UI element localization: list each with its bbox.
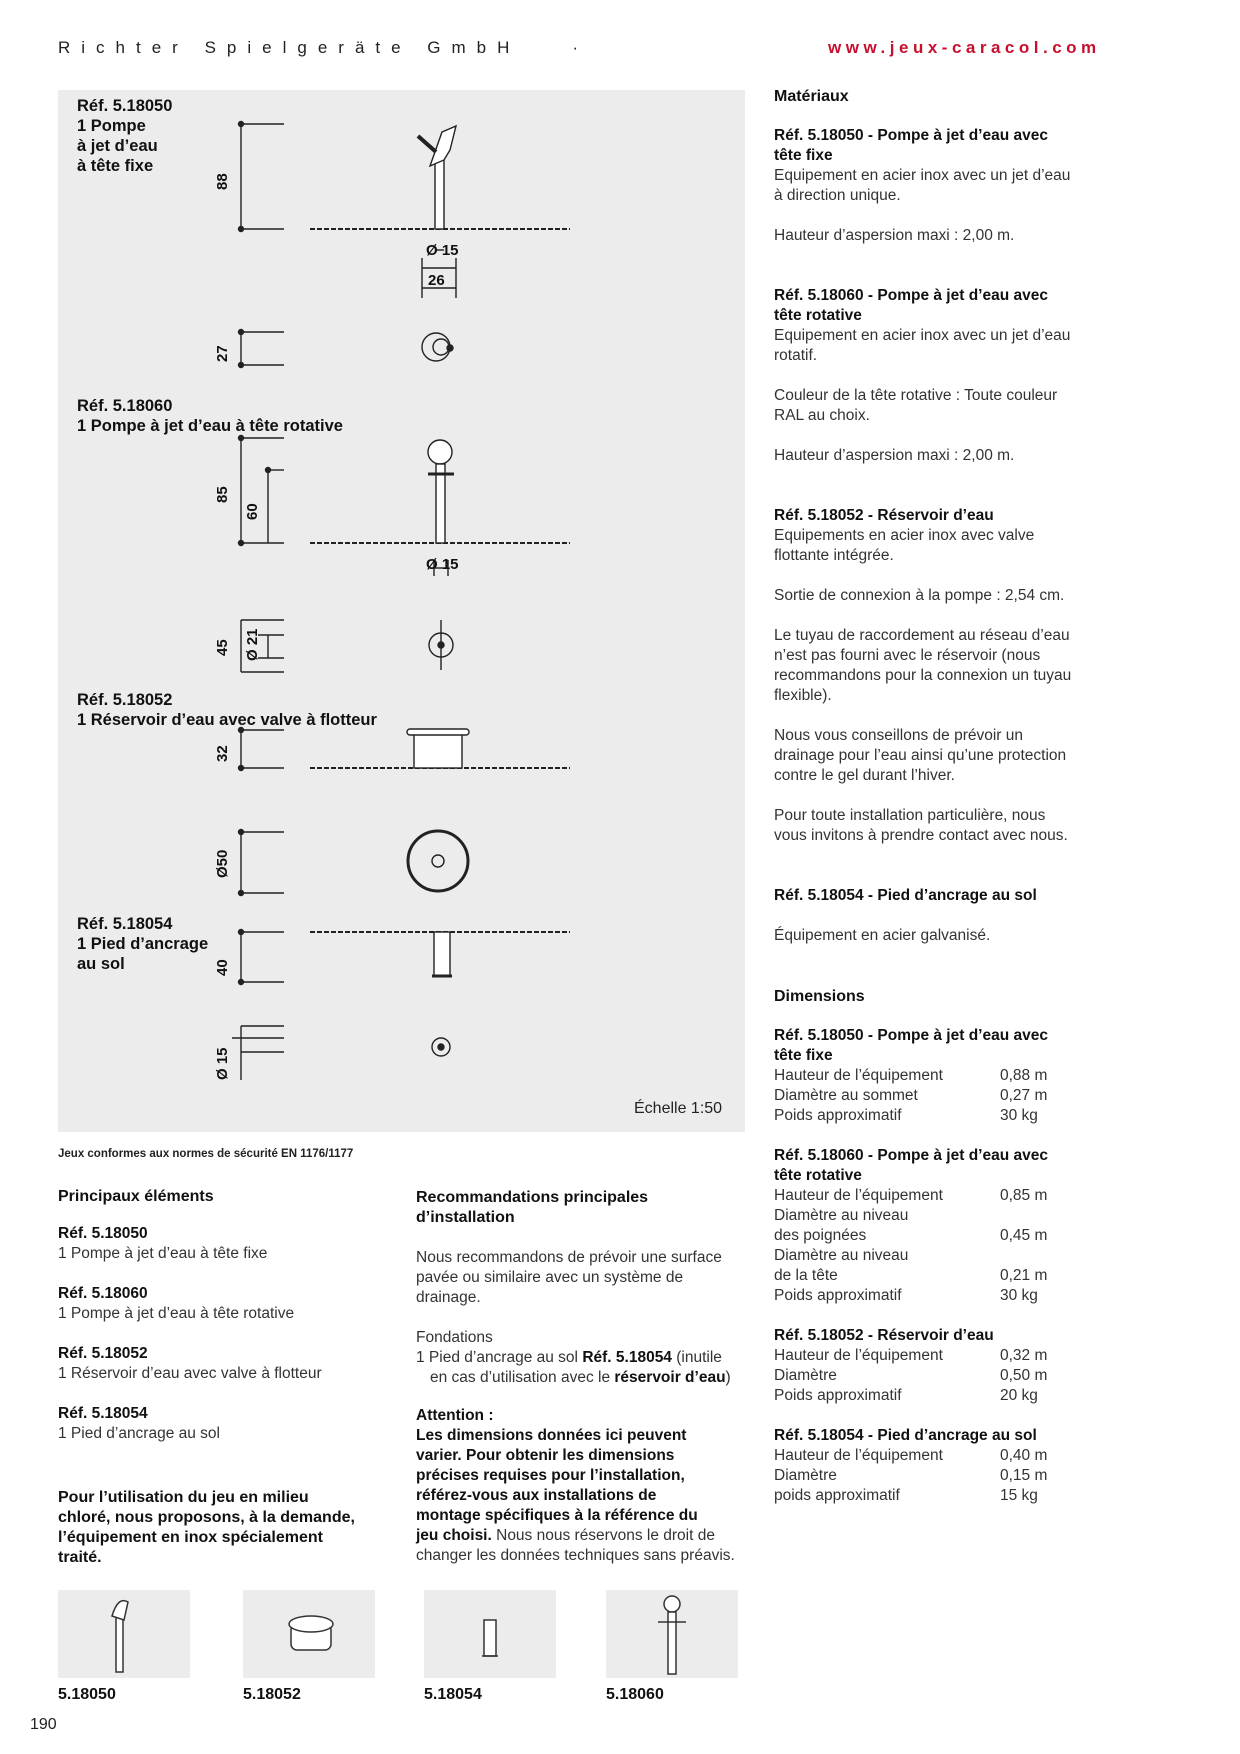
dim-row: Hauteur de l’équipement 0,85 m bbox=[774, 1187, 1048, 1204]
dim-row: Diamètre au niveau bbox=[774, 1247, 909, 1264]
dim-row: Poids approximatif 20 kg bbox=[774, 1387, 1038, 1404]
product-thumbnail-5-18050 bbox=[58, 1590, 190, 1678]
scale-label: Échelle 1:50 bbox=[634, 1100, 723, 1117]
thumbnail-caption: 5.18060 bbox=[606, 1686, 664, 1703]
dim-row: des poignées 0,45 m bbox=[774, 1227, 1048, 1244]
dim-height: 32 bbox=[214, 745, 231, 762]
pump-rotative-icon bbox=[606, 1590, 738, 1678]
attention-note: Attention : Les dimensions données ici peuvent varier. Pour obtenir les dimensions précises requises pour l’installation, référez-vous aux installations de montage spécifiques à la référence du jeu choisi. Nous nous réservons le droit de changer les données techniques sans préavis. bbox=[416, 1407, 735, 1564]
dim-height-2: 60 bbox=[244, 503, 261, 520]
drawing-5-18050-elevation bbox=[239, 122, 571, 299]
dim-plan: Ø 15 bbox=[214, 1047, 231, 1080]
technical-drawings bbox=[58, 90, 745, 1132]
chlorine-note: Pour l’utilisation du jeu en milieu chloré, nous proposons, à la demande, l’équipement en inox spécialement traité. bbox=[58, 1489, 355, 1566]
dim-plan: 27 bbox=[214, 345, 231, 362]
website-link[interactable]: www.jeux-caracol.com bbox=[828, 38, 1101, 57]
pump-fixed-icon bbox=[58, 1590, 190, 1678]
dim-height: 40 bbox=[214, 959, 231, 976]
section-title: Recommandations principales d’installation bbox=[416, 1189, 649, 1226]
page-number: 190 bbox=[30, 1716, 57, 1733]
company-header bbox=[58, 38, 589, 58]
materials-section bbox=[774, 88, 1094, 946]
installation-recommendations bbox=[416, 1188, 746, 1566]
dim-base: 26 bbox=[428, 272, 445, 289]
dim-row: Hauteur de l’équipement 0,32 m bbox=[774, 1347, 1048, 1364]
section-title: Matériaux bbox=[774, 88, 849, 105]
dim-diameter: Ø 15 bbox=[426, 242, 459, 259]
company-name: Richter Spielgeräte GmbH bbox=[58, 38, 521, 57]
technical-drawing-panel bbox=[58, 90, 745, 1132]
drawing-ref-5-18060: Réf. 5.18060 1 Pompe à jet d’eau à tête rotative bbox=[77, 397, 343, 435]
thumbnail-caption: 5.18050 bbox=[58, 1686, 116, 1703]
dim-row: Diamètre au sommet 0,27 m bbox=[774, 1087, 1048, 1104]
section-title: Principaux éléments bbox=[58, 1188, 214, 1205]
dim-row: Poids approximatif 30 kg bbox=[774, 1287, 1038, 1304]
product-thumbnail-5-18060 bbox=[606, 1590, 738, 1678]
anchor-foot-icon bbox=[424, 1590, 556, 1678]
dimensions-5-18054: Réf. 5.18054 - Pied d’ancrage au sol Hauteur de l’équipement 0,40 m Diamètre 0,15 m poids approximatif 15 kg bbox=[774, 1426, 1094, 1506]
dim-plan-2: Ø 21 bbox=[244, 628, 261, 661]
drawing-5-18054-plan bbox=[232, 1026, 450, 1080]
dim-plan: 45 bbox=[214, 639, 231, 656]
product-thumbnail-5-18054 bbox=[424, 1590, 556, 1678]
drawing-ref-5-18050: Réf. 5.18050 1 Pompe à jet d’eau à tête fixe bbox=[77, 97, 173, 175]
material-5-18052: Réf. 5.18052 - Réservoir d’eau Equipements en acier inox avec valve flottante intégrée. Sortie de connexion à la pompe : 2,54 cm. Le tuyau de raccordement au réseau d’eau n’est pas fourni avec le réservoir (nous recommandons pour la connexion un tuyau flexible). Nous vous conseillons de prévoir un drainage pour l’eau ainsi qu’une protection contre le gel durant l’hiver. Pour toute installation particulière, nous vous invitons à prendre contact avec nous. bbox=[774, 507, 1072, 844]
drawing-ref-5-18054: Réf. 5.18054 1 Pied d’ancrage au sol bbox=[77, 915, 209, 973]
dim-row: Hauteur de l’équipement 0,88 m bbox=[774, 1067, 1048, 1084]
foundations: Fondations 1 Pied d’ancrage au sol Réf. 5.18054 (inutile en cas d’utilisation avec le réservoir d’eau) bbox=[416, 1329, 731, 1386]
dim-row: Hauteur de l’équipement 0,40 m bbox=[774, 1447, 1048, 1464]
material-5-18060: Réf. 5.18060 - Pompe à jet d’eau avec tête rotative Equipement en acier inox avec un jet d’eau rotatif. Couleur de la tête rotative : Toute couleur RAL au choix. Hauteur d’aspersion maxi : 2,00 m. bbox=[774, 287, 1071, 464]
drawing-5-18052-elevation bbox=[239, 728, 571, 771]
thumbnail-caption: 5.18054 bbox=[424, 1686, 482, 1703]
product-thumbnail-5-18052 bbox=[243, 1590, 375, 1678]
drawing-5-18050-plan bbox=[239, 330, 454, 368]
install-paragraph: Nous recommandons de prévoir une surface pavée ou similaire avec un système de drainage. bbox=[416, 1249, 722, 1306]
dim-row: Diamètre au niveau bbox=[774, 1207, 909, 1224]
material-5-18050: Réf. 5.18050 - Pompe à jet d’eau avec tête fixe Equipement en acier inox avec un jet d’eau à direction unique. Hauteur d’aspersion maxi : 2,00 m. bbox=[774, 127, 1071, 244]
dim-height: 88 bbox=[214, 173, 231, 190]
thumbnail-caption: 5.18052 bbox=[243, 1686, 301, 1703]
material-5-18054: Réf. 5.18054 - Pied d’ancrage au sol Équipement en acier galvanisé. bbox=[774, 887, 1037, 944]
dim-plan: Ø50 bbox=[214, 849, 231, 878]
drawing-5-18060-elevation bbox=[239, 436, 571, 577]
drawing-5-18054-elevation bbox=[239, 930, 571, 985]
list-item: Réf. 5.18060 1 Pompe à jet d’eau à tête rotative bbox=[58, 1285, 295, 1322]
dimensions-section bbox=[774, 988, 1094, 1506]
drawing-5-18060-plan bbox=[241, 620, 453, 672]
header-separator: · bbox=[572, 38, 590, 57]
list-item: Réf. 5.18050 1 Pompe à jet d’eau à tête fixe bbox=[58, 1225, 268, 1262]
list-item: Réf. 5.18052 1 Réservoir d’eau avec valve à flotteur bbox=[58, 1345, 322, 1382]
drawing-ref-5-18052: Réf. 5.18052 1 Réservoir d’eau avec valve à flotteur bbox=[77, 691, 377, 729]
tank-icon bbox=[243, 1590, 375, 1678]
list-item: Réf. 5.18054 1 Pied d’ancrage au sol bbox=[58, 1405, 221, 1442]
dim-row: de la tête 0,21 m bbox=[774, 1267, 1048, 1284]
section-title: Dimensions bbox=[774, 988, 865, 1005]
dimensions-5-18050: Réf. 5.18050 - Pompe à jet d’eau avec tête fixe Hauteur de l’équipement 0,88 m Diamètre au sommet 0,27 m Poids approximatif 30 kg bbox=[774, 1026, 1094, 1126]
dim-row: poids approximatif 15 kg bbox=[774, 1487, 1038, 1504]
dimensions-5-18060: Réf. 5.18060 - Pompe à jet d’eau avec tête rotative Hauteur de l’équipement 0,85 m Diamètre au niveau des poignées 0,45 m Diamètre au niveau de la tête 0,21 m Poids approximatif 30 kg bbox=[774, 1146, 1094, 1306]
dim-row: Poids approximatif 30 kg bbox=[774, 1107, 1038, 1124]
dim-diameter: Ø 15 bbox=[426, 556, 459, 573]
dimensions-5-18052: Réf. 5.18052 - Réservoir d’eau Hauteur de l’équipement 0,32 m Diamètre 0,50 m Poids approximatif 20 kg bbox=[774, 1326, 1094, 1406]
dim-row: Diamètre 0,15 m bbox=[774, 1467, 1048, 1484]
main-elements bbox=[58, 1188, 388, 1568]
dim-height: 85 bbox=[214, 486, 231, 503]
safety-norms: Jeux conformes aux normes de sécurité EN 1176/1177 bbox=[58, 1148, 354, 1160]
drawing-5-18052-plan bbox=[239, 830, 469, 896]
dim-row: Diamètre 0,50 m bbox=[774, 1367, 1048, 1384]
